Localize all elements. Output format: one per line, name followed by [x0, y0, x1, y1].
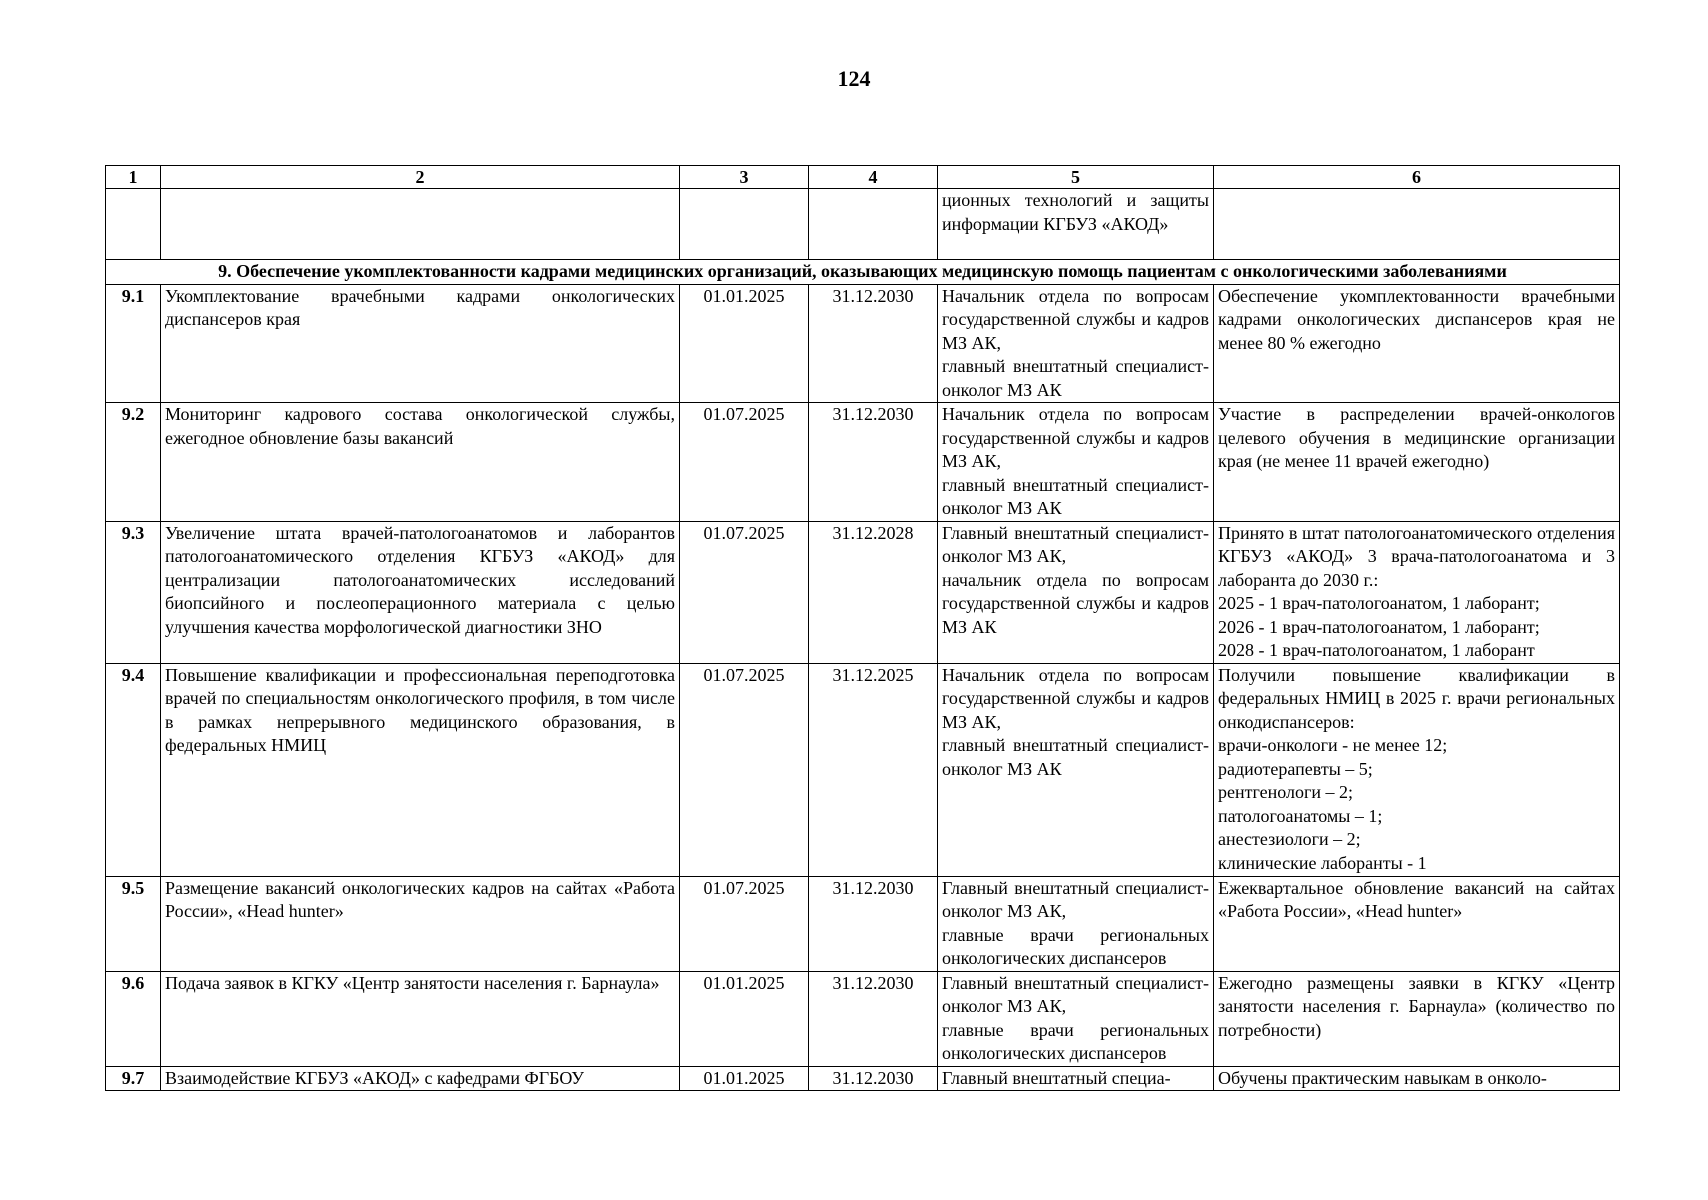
row-number: 9.6: [106, 971, 161, 1066]
responsible-cell: Главный внештатный специалист-онколог МЗ АК, начальник отдела по вопросам государственной службы и кадров МЗ АК: [938, 521, 1214, 663]
activity-cell: Укомплектование врачебными кадрами онкологических диспансеров края: [161, 284, 680, 403]
responsible-cell: Главный внештатный специалист-онколог МЗ АК, главные врачи региональных онкологических диспансеров: [938, 971, 1214, 1066]
column-number: 5: [938, 166, 1214, 189]
table-row: [106, 284, 1620, 403]
table-row: [106, 1066, 1620, 1091]
column-number: 1: [106, 166, 161, 189]
responsible-cell: Главный внештатный специалист-онколог МЗ АК, главные врачи региональных онкологических диспансеров: [938, 876, 1214, 971]
responsible-cell: Начальник отдела по вопросам государственной службы и кадров МЗ АК, главный внештатный специалист-онколог МЗ АК: [938, 403, 1214, 522]
activity-cell: Подача заявок в КГКУ «Центр занятости населения г. Барнаула»: [161, 971, 680, 1066]
page-number: 124: [837, 66, 871, 91]
cell-empty: [680, 189, 809, 260]
result-cell: Ежеквартальное обновление вакансий на сайтах «Работа России», «Head hunter»: [1214, 876, 1620, 971]
end-date-cell: 31.12.2030: [809, 876, 938, 971]
end-date-cell: 31.12.2028: [809, 521, 938, 663]
table-row: [106, 521, 1620, 663]
responsible-cell: Главный внештатный специа-: [938, 1066, 1214, 1091]
start-date-cell: 01.01.2025: [680, 1066, 809, 1091]
column-number: 3: [680, 166, 809, 189]
result-cell: Принято в штат патологоанатомического отделения КГБУЗ «АКОД» 3 врача-патологоанатома и 3 лаборанта до 2030 г.: 2025 - 1 врач-патологоанатом, 1 лаборант; 2026 - 1 врач-патологоанатом, 1 лаборант; 2028 - 1 врач-патологоанатом, 1 лаборант: [1214, 521, 1620, 663]
row-number: 9.2: [106, 403, 161, 522]
activity-cell: Повышение квалификации и профессиональная переподготовка врачей по специальностям онкологического профиля, в том числе в рамках непрерывного медицинского образования, в федеральных НМИЦ: [161, 663, 680, 876]
activity-cell: Увеличение штата врачей-патологоанатомов и лаборантов патологоанатомического отделения КГБУЗ «АКОД» для централизации патологоанатомических исследований биопсийного и послеоперационного материала с целью улучшения качества морфологической диагностики ЗНО: [161, 521, 680, 663]
responsible-cell: ционных технологий и защиты информации КГБУЗ «АКОД»: [938, 189, 1214, 260]
result-cell: Обеспечение укомплектованности врачебными кадрами онкологических диспансеров края не менее 80 % ежегодно: [1214, 284, 1620, 403]
row-number: 9.7: [106, 1066, 161, 1091]
end-date-cell: 31.12.2030: [809, 1066, 938, 1091]
cell-empty: [106, 189, 161, 260]
section-row: [106, 260, 1620, 285]
responsible-cell: Начальник отдела по вопросам государственной службы и кадров МЗ АК, главный внештатный специалист-онколог МЗ АК: [938, 284, 1214, 403]
column-number: 2: [161, 166, 680, 189]
start-date-cell: 01.07.2025: [680, 521, 809, 663]
table-row: [106, 663, 1620, 876]
cell-empty: [1214, 189, 1620, 260]
table-row: [106, 971, 1620, 1066]
column-number: 6: [1214, 166, 1620, 189]
start-date-cell: 01.07.2025: [680, 663, 809, 876]
row-number: 9.4: [106, 663, 161, 876]
start-date-cell: 01.01.2025: [680, 284, 809, 403]
result-cell: Обучены практическим навыкам в онколо-: [1214, 1066, 1620, 1091]
result-cell: Получили повышение квалификации в федеральных НМИЦ в 2025 г. врачи региональных онкодиспансеров: врачи-онкологи - не менее 12; радиотерапевты – 5; рентгенологи – 2; патологоанатомы – 1; анестезиологи – 2; клинические лаборанты - 1: [1214, 663, 1620, 876]
table-row: [106, 403, 1620, 522]
activity-cell: Размещение вакансий онкологических кадров на сайтах «Работа России», «Head hunter»: [161, 876, 680, 971]
column-number: 4: [809, 166, 938, 189]
result-cell: Участие в распределении врачей-онкологов целевого обучения в медицинские организации края (не менее 11 врачей ежегодно): [1214, 403, 1620, 522]
section-heading: 9. Обеспечение укомплектованности кадрами медицинских организаций, оказывающих медицинскую помощь пациентам с онкологическими заболеваниями: [106, 260, 1620, 285]
result-cell: Ежегодно размещены заявки в КГКУ «Центр занятости населения г. Барнаула» (количество по потребности): [1214, 971, 1620, 1066]
start-date-cell: 01.07.2025: [680, 876, 809, 971]
cell-empty: [809, 189, 938, 260]
plan-table: [105, 165, 1620, 1091]
activity-cell: Взаимодействие КГБУЗ «АКОД» с кафедрами ФГБОУ: [161, 1066, 680, 1091]
start-date-cell: 01.01.2025: [680, 971, 809, 1066]
table-row: [106, 876, 1620, 971]
row-number: 9.1: [106, 284, 161, 403]
row-number: 9.5: [106, 876, 161, 971]
end-date-cell: 31.12.2030: [809, 971, 938, 1066]
activity-cell: Мониторинг кадрового состава онкологической службы, ежегодное обновление базы вакансий: [161, 403, 680, 522]
end-date-cell: 31.12.2030: [809, 403, 938, 522]
responsible-cell: Начальник отдела по вопросам государственной службы и кадров МЗ АК, главный внештатный специалист-онколог МЗ АК: [938, 663, 1214, 876]
continuation-row: [106, 189, 1620, 260]
end-date-cell: 31.12.2025: [809, 663, 938, 876]
start-date-cell: 01.07.2025: [680, 403, 809, 522]
end-date-cell: 31.12.2030: [809, 284, 938, 403]
row-number: 9.3: [106, 521, 161, 663]
cell-empty: [161, 189, 680, 260]
column-number-row: [106, 166, 1620, 189]
